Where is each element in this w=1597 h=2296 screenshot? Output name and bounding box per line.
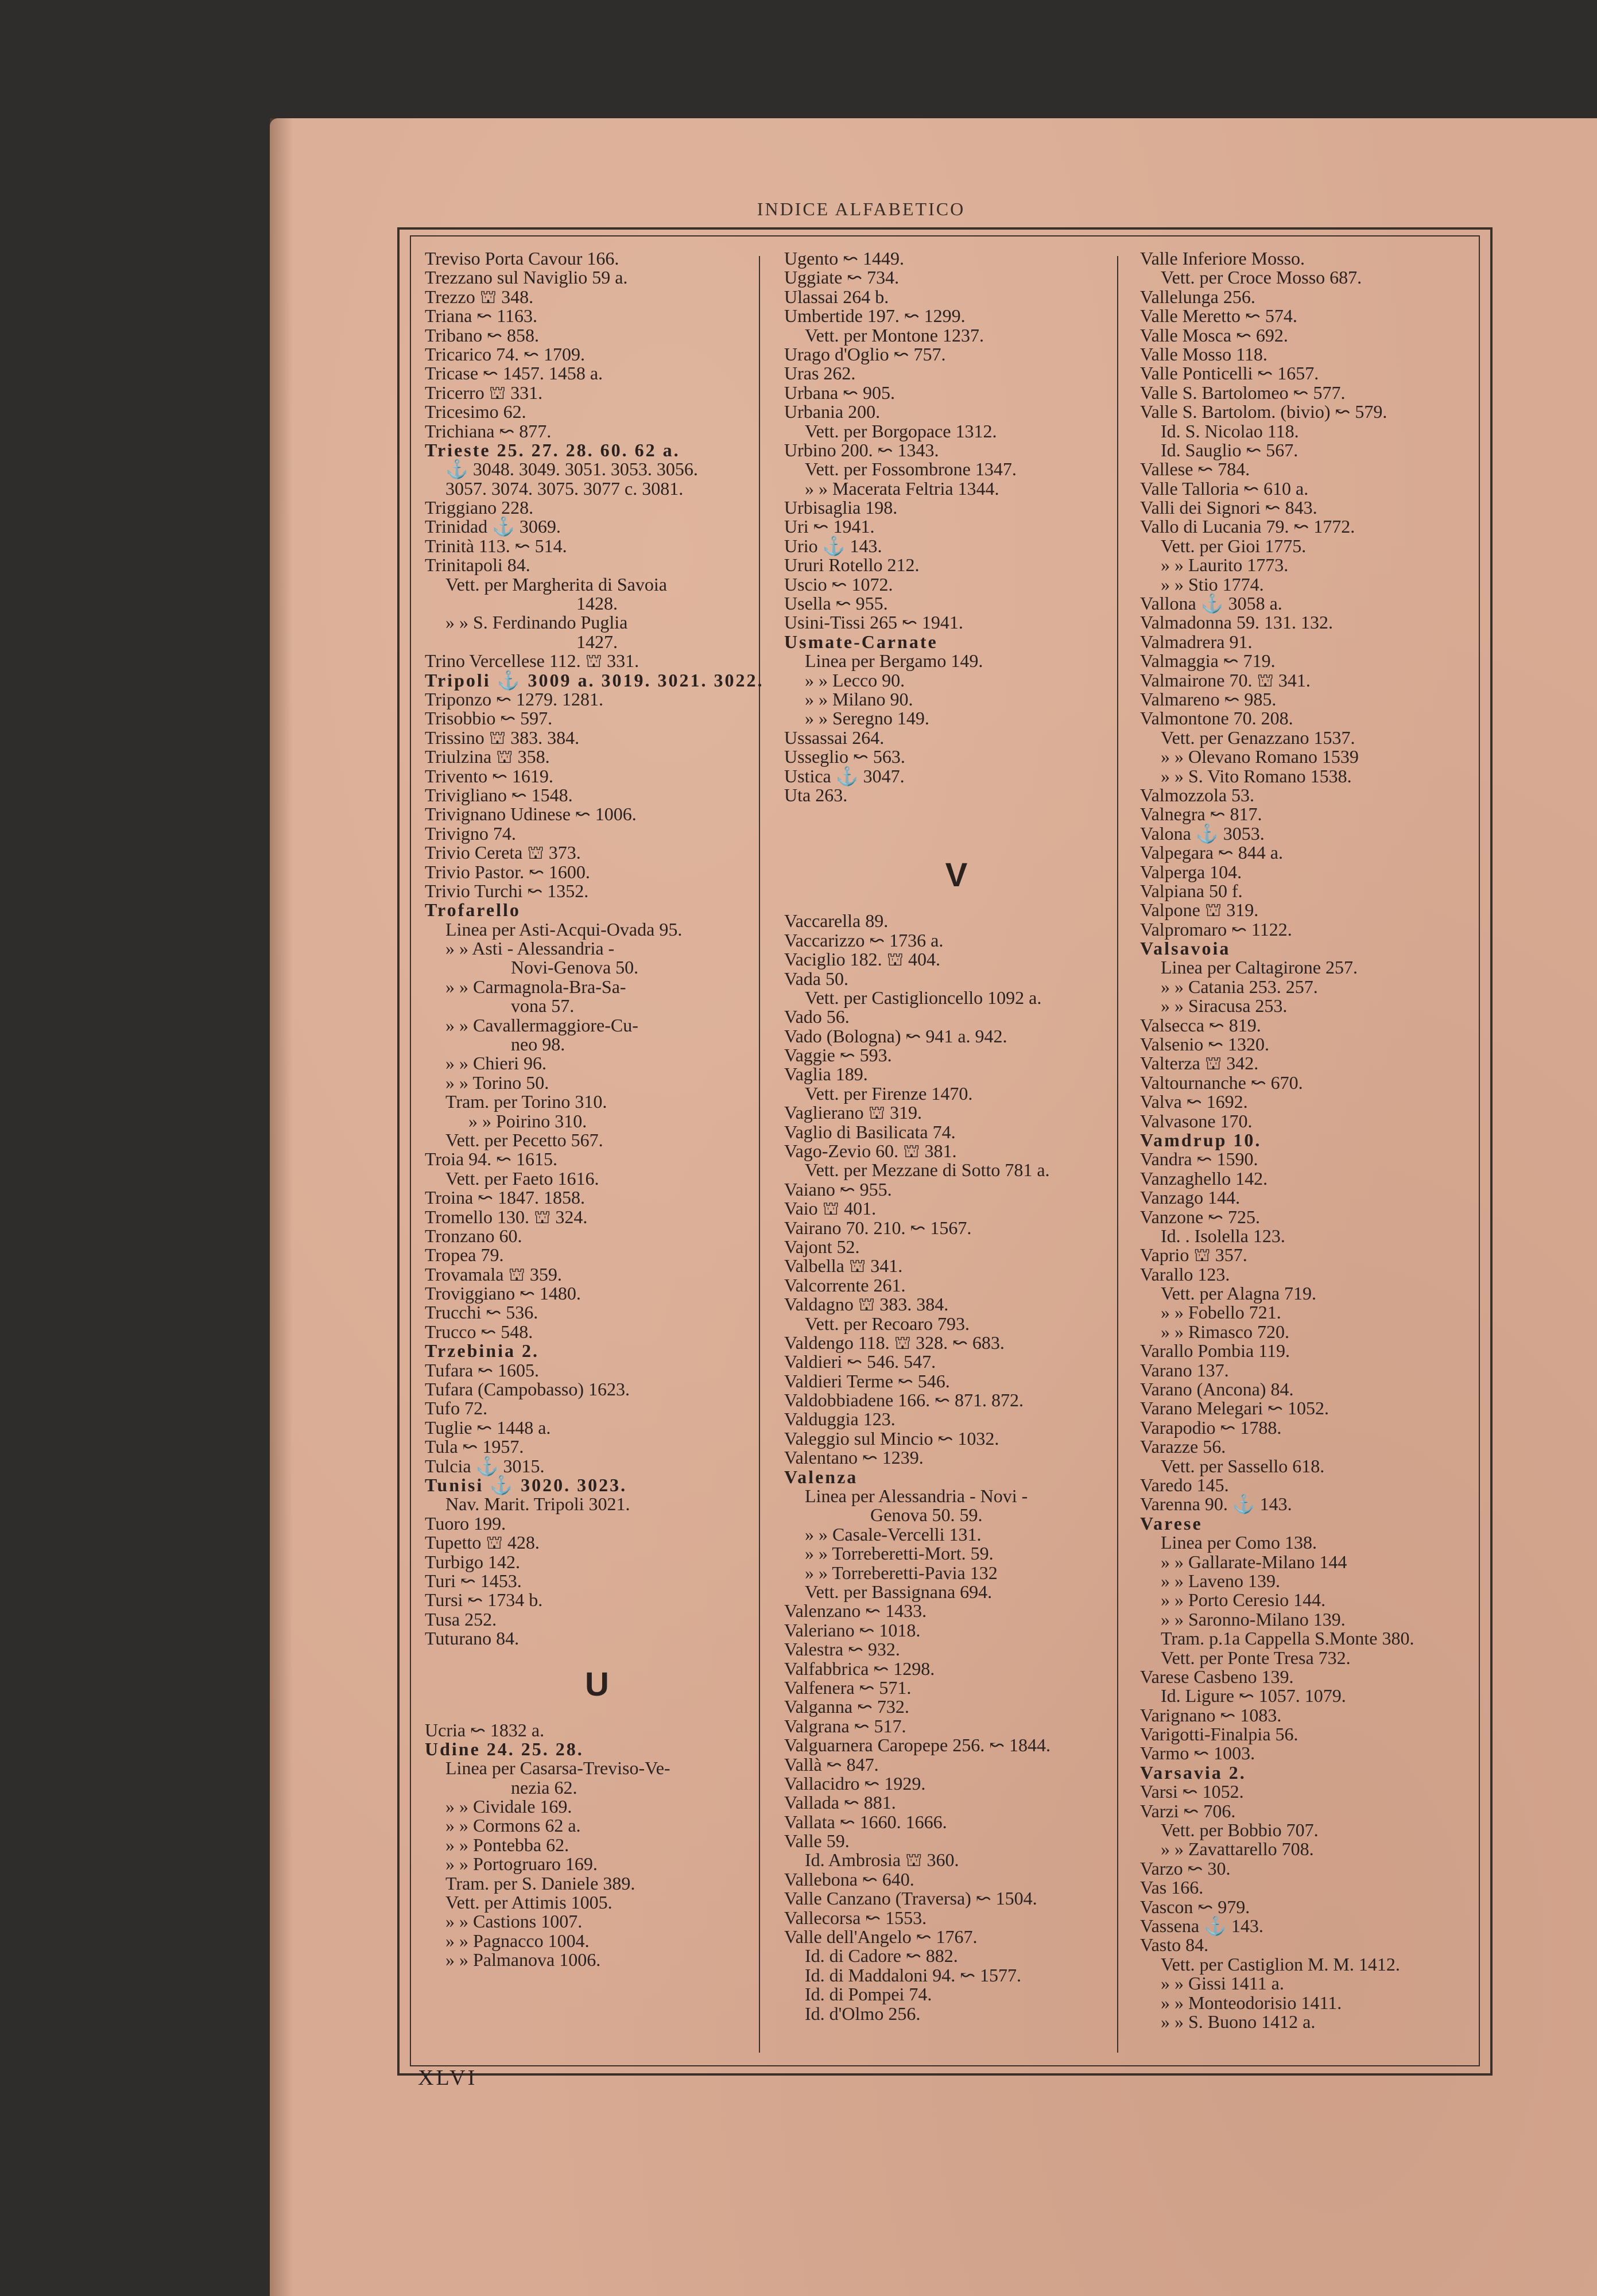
index-entry: Uras 262. xyxy=(784,363,856,384)
index-entry: Vett. per Recoaro 793. xyxy=(805,1313,970,1334)
page-header: INDICE ALFABETICO xyxy=(757,199,966,219)
index-entry: Vaccarizzo ↜ 1736 a. xyxy=(784,929,944,951)
index-entry: Vallà ↜ 847. xyxy=(784,1754,879,1775)
index-entry: 1427. xyxy=(576,631,618,652)
index-entry: » » Torreberetti-Pavia 132 xyxy=(805,1562,998,1583)
index-entry: Valpromaro ↜ 1122. xyxy=(1140,918,1292,940)
index-entry: Vett. per Montone 1237. xyxy=(805,324,984,346)
index-entry: Valnegra ↜ 817. xyxy=(1140,804,1262,825)
index-entry: Vas 166. xyxy=(1140,1877,1204,1898)
index-entry: Valperga 104. xyxy=(1140,861,1242,882)
index-entry: Varzi ↜ 706. xyxy=(1140,1800,1236,1821)
index-entry: » » Milano 90. xyxy=(805,688,913,709)
index-entry: Trivio Cereta ⛫ 373. xyxy=(425,842,581,863)
index-entry: Valguarnera Caropepe 256. ↜ 1844. xyxy=(784,1735,1051,1756)
index-entry xyxy=(784,805,1129,839)
index-entry: Vado 56. xyxy=(784,1006,850,1027)
index-entry: Valgrana ↜ 517. xyxy=(784,1715,906,1736)
index-entry: Valona ⚓ 3053. xyxy=(1140,823,1265,844)
index-entry: Valmadrera 91. xyxy=(1140,631,1253,652)
index-entry: Trivio Pastor. ↜ 1600. xyxy=(425,861,590,882)
index-entry: Vallese ↜ 784. xyxy=(1140,459,1250,480)
index-entry: Trisobbio ↜ 597. xyxy=(425,708,553,729)
index-entry: Varigotti-Finalpia 56. xyxy=(1140,1724,1298,1745)
index-entry: » » Porto Ceresio 144. xyxy=(1161,1589,1326,1611)
index-entry: » » Pagnacco 1004. xyxy=(445,1930,590,1951)
index-entry: Ustica ⚓ 3047. xyxy=(784,765,905,786)
index-entry: Vallelunga 256. xyxy=(1140,286,1255,307)
index-entry: Tricerro ⛫ 331. xyxy=(425,382,543,403)
index-entry: Urbino 200. ↜ 1343. xyxy=(784,439,939,460)
index-entry: Varzo ↜ 30. xyxy=(1140,1857,1231,1879)
index-entry: Trivio Turchi ↜ 1352. xyxy=(425,880,589,901)
index-entry: Varallo 123. xyxy=(1140,1263,1230,1285)
index-entry: Tusa 252. xyxy=(425,1608,497,1630)
index-entry: Valdobbiadene 166. ↜ 871. 872. xyxy=(784,1390,1024,1411)
index-entry: » » Castions 1007. xyxy=(445,1911,583,1932)
index-entry: » » Lecco 90. xyxy=(805,669,905,691)
index-entry: Linea per Alessandria - Novi - xyxy=(805,1486,1028,1507)
index-entry: Uri ↜ 1941. xyxy=(784,516,875,537)
index-entry: Uscio ↜ 1072. xyxy=(784,573,893,595)
index-entry: » » S. Buono 1412 a. xyxy=(1161,2011,1316,2032)
index-heading: Valsavoia xyxy=(1140,938,1231,959)
index-entry: Troviggiano ↜ 1480. xyxy=(425,1283,581,1304)
index-entry: Valle Canzano (Traversa) ↜ 1504. xyxy=(784,1888,1037,1909)
index-entry: Vago-Zevio 60. ⛫ 381. xyxy=(784,1141,957,1162)
index-entry: » » Rimasco 720. xyxy=(1161,1321,1289,1342)
index-entry: Trino Vercellese 112. ⛫ 331. xyxy=(425,650,639,672)
index-entry: Id. Sauglio ↜ 567. xyxy=(1161,439,1298,460)
index-entry: Uta 263. xyxy=(784,784,848,805)
index-entry: Valentano ↜ 1239. xyxy=(784,1447,924,1468)
index-entry: Ussassai 264. xyxy=(784,727,885,748)
index-entry: Novi-Genova 50. xyxy=(511,957,639,978)
index-entry: Triana ↜ 1163. xyxy=(425,305,537,327)
index-entry: » » Seregno 149. xyxy=(805,708,929,729)
index-entry: Valli dei Signori ↜ 843. xyxy=(1140,497,1317,518)
index-entry: » » Carmagnola-Bra-Sa- xyxy=(445,976,626,997)
index-entry: 1428. xyxy=(576,593,618,614)
index-entry: Trivignano Udinese ↜ 1006. xyxy=(425,804,637,825)
index-entry: Trezzano sul Naviglio 59 a. xyxy=(425,267,628,288)
index-entry: Varmo ↜ 1003. xyxy=(1140,1743,1255,1764)
index-entry: Valmontone 70. 208. xyxy=(1140,708,1293,729)
index-entry: Vett. per Fossombrone 1347. xyxy=(805,459,1017,480)
index-entry: » » Poirino 310. xyxy=(468,1110,587,1131)
index-entry: Tursi ↜ 1734 b. xyxy=(425,1589,543,1611)
index-entry: Usella ↜ 955. xyxy=(784,593,888,614)
index-entry: Linea per Caltagirone 257. xyxy=(1161,957,1358,978)
index-heading: Valenza xyxy=(784,1466,858,1487)
index-entry: Vanzago 144. xyxy=(1140,1187,1241,1208)
index-entry: Valdieri ↜ 546. 547. xyxy=(784,1351,936,1372)
index-heading: Trofarello xyxy=(425,899,521,921)
index-entry: » » Cormons 62 a. xyxy=(445,1815,581,1836)
page-number: XLVI xyxy=(418,2066,478,2090)
index-entry: Tuoro 199. xyxy=(425,1512,506,1534)
index-entry: Valfabbrica ↜ 1298. xyxy=(784,1658,935,1679)
index-heading: Tripoli ⚓ 3009 a. 3019. 3021. 3022. xyxy=(425,669,764,691)
index-entry: Vado (Bologna) ↜ 941 a. 942. xyxy=(784,1025,1007,1046)
index-entry: Vallada ↜ 881. xyxy=(784,1792,896,1813)
index-entry: Vett. per Pecetto 567. xyxy=(445,1129,603,1150)
index-heading: Trieste 25. 27. 28. 60. 62 a. xyxy=(425,439,680,460)
index-entry: Valmaggia ↜ 719. xyxy=(1140,650,1276,672)
index-entry: Trinità 113. ↜ 514. xyxy=(425,535,567,556)
index-entry: Varignano ↜ 1083. xyxy=(1140,1704,1282,1725)
index-entry: nezia 62. xyxy=(511,1777,577,1798)
paper-spine-shadow xyxy=(270,118,293,2296)
index-entry: Valestra ↜ 932. xyxy=(784,1639,900,1660)
index-entry: Tromello 130. ⛫ 324. xyxy=(425,1206,588,1227)
index-entry: Tulcia ⚓ 3015. xyxy=(425,1455,545,1476)
index-entry: Treviso Porta Cavour 166. xyxy=(425,248,619,269)
index-entry: Valduggia 123. xyxy=(784,1409,896,1430)
index-entry: » » Siracusa 253. xyxy=(1161,995,1288,1017)
index-entry: Usini-Tissi 265 ↜ 1941. xyxy=(784,612,963,633)
index-entry: Valle 59. xyxy=(784,1830,850,1852)
index-entry: Valpone ⛫ 319. xyxy=(1140,899,1259,921)
index-entry: Varazze 56. xyxy=(1140,1436,1226,1457)
index-entry: Ucria ↜ 1832 a. xyxy=(425,1719,545,1740)
index-entry: Vasto 84. xyxy=(1140,1934,1209,1956)
index-entry: Genova 50. 59. xyxy=(870,1504,983,1526)
index-entry: Vanzone ↜ 725. xyxy=(1140,1206,1260,1227)
index-entry: Ulassai 264 b. xyxy=(784,286,889,307)
index-entry: Tricesimo 62. xyxy=(425,401,526,422)
index-entry: Varedo 145. xyxy=(1140,1475,1229,1495)
index-entry: Vada 50. xyxy=(784,968,848,989)
index-entry: Id. Ambrosia ⛫ 360. xyxy=(805,1849,959,1871)
section-letter: V xyxy=(945,856,968,894)
index-entry: Tula ↜ 1957. xyxy=(425,1436,524,1457)
index-entry: Nav. Marit. Tripoli 3021. xyxy=(445,1494,630,1515)
index-entry: Id. S. Nicolao 118. xyxy=(1161,420,1299,441)
index-entry: Trovamala ⛫ 359. xyxy=(425,1263,562,1285)
index-heading: Udine 24. 25. 28. xyxy=(425,1738,584,1759)
index-entry: Id. di Pompei 74. xyxy=(805,1984,932,2005)
index-entry: Linea per Casarsa-Treviso-Ve- xyxy=(445,1758,670,1779)
index-entry: » » Gallarate-Milano 144 xyxy=(1161,1551,1347,1572)
index-entry: ⚓ 3048. 3049. 3051. 3053. 3056. xyxy=(445,459,698,480)
index-entry: Vett. per Castiglioncello 1092 a. xyxy=(805,987,1042,1008)
index-heading: Varsavia 2. xyxy=(1140,1762,1246,1783)
index-entry: Urbisaglia 198. xyxy=(784,497,898,518)
index-entry: Ururi Rotello 212. xyxy=(784,554,920,576)
index-entry: Varapodio ↜ 1788. xyxy=(1140,1417,1282,1438)
index-entry: Ugento ↜ 1449. xyxy=(784,248,905,269)
index-heading: Varese xyxy=(1140,1512,1203,1534)
index-entry: Valle Inferiore Mosso. xyxy=(1140,248,1305,269)
index-entry: Trinidad ⚓ 3069. xyxy=(425,516,561,537)
index-entry: Vett. per Faeto 1616. xyxy=(445,1168,599,1189)
index-entry: Tricase ↜ 1457. 1458 a. xyxy=(425,363,603,384)
index-entry: Vett. per Mezzane di Sotto 781 a. xyxy=(805,1159,1050,1181)
index-entry: Tuturano 84. xyxy=(425,1628,520,1649)
index-entry: Trucco ↜ 548. xyxy=(425,1321,533,1342)
index-entry: Valterza ⛫ 342. xyxy=(1140,1053,1259,1074)
index-column-1 xyxy=(425,249,769,2069)
index-entry: Usseglio ↜ 563. xyxy=(784,746,905,767)
index-entry: Troina ↜ 1847. 1858. xyxy=(425,1187,585,1208)
index-entry: Valle Mosso 118. xyxy=(1140,343,1267,364)
index-entry: » » Laveno 139. xyxy=(1161,1570,1280,1591)
index-entry: Vanzaghello 142. xyxy=(1140,1168,1268,1189)
index-entry: Vett. per Attimis 1005. xyxy=(445,1892,613,1913)
index-entry: Tronzano 60. xyxy=(425,1225,522,1246)
index-entry: Valeriano ↜ 1018. xyxy=(784,1619,921,1640)
index-column-3 xyxy=(1140,249,1484,2069)
index-entry: Vallata ↜ 1660. 1666. xyxy=(784,1811,947,1832)
index-entry: Vett. per Margherita di Savoia xyxy=(445,573,667,595)
index-entry: Linea per Asti-Acqui-Ovada 95. xyxy=(445,918,683,940)
index-entry: » » Cividale 169. xyxy=(445,1796,572,1817)
index-entry: Varallo Pombia 119. xyxy=(1140,1340,1290,1362)
index-entry: Valdengo 118. ⛫ 328. ↜ 683. xyxy=(784,1332,1005,1353)
index-entry: Vett. per Bobbio 707. xyxy=(1161,1820,1319,1841)
index-entry: Tufara ↜ 1605. xyxy=(425,1359,539,1380)
index-entry: Valle Mosca ↜ 692. xyxy=(1140,324,1288,346)
index-entry: Vallo di Lucania 79. ↜ 1772. xyxy=(1140,516,1355,537)
index-entry: Triulzina ⛫ 358. xyxy=(425,746,550,767)
index-entry: Tram. p.1a Cappella S.Monte 380. xyxy=(1161,1628,1414,1649)
index-entry: Uggiate ↜ 734. xyxy=(784,267,900,288)
index-entry: Linea per Como 138. xyxy=(1161,1532,1317,1553)
index-entry: Vaccarella 89. xyxy=(784,910,889,932)
index-entry: Vaglio di Basilicata 74. xyxy=(784,1121,956,1142)
index-entry: » » Laurito 1773. xyxy=(1161,554,1289,576)
index-heading: Tunisi ⚓ 3020. 3023. xyxy=(425,1475,627,1495)
index-entry: Trichiana ↜ 877. xyxy=(425,420,552,441)
index-entry: Vallecorsa ↜ 1553. xyxy=(784,1907,927,1928)
index-entry: Valle Talloria ↜ 610 a. xyxy=(1140,478,1309,499)
index-entry: Varano 137. xyxy=(1140,1359,1229,1380)
index-entry: Valva ↜ 1692. xyxy=(1140,1091,1248,1112)
index-entry: Urbania 200. xyxy=(784,401,881,422)
index-entry: Vett. per Sassello 618. xyxy=(1161,1455,1325,1476)
index-entry: » » Casale-Vercelli 131. xyxy=(805,1523,982,1545)
index-entry: Tupetto ⛫ 428. xyxy=(425,1532,540,1553)
index-entry: Id. di Cadore ↜ 882. xyxy=(805,1945,958,1967)
index-entry: Trissino ⛫ 383. 384. xyxy=(425,727,580,748)
index-entry: » » Chieri 96. xyxy=(445,1053,546,1074)
index-entry: Vandra ↜ 1590. xyxy=(1140,1149,1258,1170)
index-entry: Tufo 72. xyxy=(425,1398,488,1419)
index-entry: » » Catania 253. 257. xyxy=(1161,976,1318,997)
index-entry: Valle dell'Angelo ↜ 1767. xyxy=(784,1926,978,1948)
index-entry: » » Macerata Feltria 1344. xyxy=(805,478,999,499)
index-entry: Tufara (Campobasso) 1623. xyxy=(425,1379,630,1400)
index-entry: Trivigliano ↜ 1548. xyxy=(425,784,573,805)
index-entry: Valmairone 70. ⛫ 341. xyxy=(1140,669,1311,691)
index-entry: Vaggie ↜ 593. xyxy=(784,1045,892,1066)
index-entry: Valtournanche ↜ 670. xyxy=(1140,1072,1303,1093)
index-entry: » » Torreberetti-Mort. 59. xyxy=(805,1543,994,1564)
index-entry: » » Asti - Alessandria - xyxy=(445,938,615,959)
index-entry: Tribano ↜ 858. xyxy=(425,324,539,346)
index-entry: Valeggio sul Mincio ↜ 1032. xyxy=(784,1428,999,1449)
index-entry: Valpiana 50 f. xyxy=(1140,880,1243,901)
index-entry: Valle Meretto ↜ 574. xyxy=(1140,305,1297,327)
index-entry: Valsecca ↜ 819. xyxy=(1140,1014,1261,1035)
index-column-2 xyxy=(784,249,1129,2069)
index-entry: vona 57. xyxy=(511,995,575,1017)
index-entry: Triggiano 228. xyxy=(425,497,534,518)
index-entry: » » Zavattarello 708. xyxy=(1161,1839,1314,1860)
index-entry: » » Stio 1774. xyxy=(1161,573,1264,595)
index-entry: Id. di Maddaloni 94. ↜ 1577. xyxy=(805,1964,1021,1985)
index-entry: Vett. per Ponte Tresa 732. xyxy=(1161,1647,1351,1668)
index-entry: » » Torino 50. xyxy=(445,1072,549,1093)
index-entry: Valenzano ↜ 1433. xyxy=(784,1600,927,1622)
index-entry: Varano Melegari ↜ 1052. xyxy=(1140,1398,1329,1419)
index-entry: Vett. per Castiglion M. M. 1412. xyxy=(1161,1953,1400,1975)
index-entry: Urbana ↜ 905. xyxy=(784,382,895,403)
index-entry: Tropea 79. xyxy=(425,1244,504,1266)
section-letter: U xyxy=(585,1665,609,1703)
index-heading: Trzebinia 2. xyxy=(425,1340,539,1362)
index-entry: Trucchi ↜ 536. xyxy=(425,1302,538,1323)
index-entry: Valdagno ⛫ 383. 384. xyxy=(784,1294,949,1315)
index-entry: Valmadonna 59. 131. 132. xyxy=(1140,612,1333,633)
index-entry: Trinitapoli 84. xyxy=(425,554,530,576)
index-entry: Valmareno ↜ 985. xyxy=(1140,688,1277,709)
index-entry: Trezzo ⛫ 348. xyxy=(425,286,534,307)
index-entry: Vaciglio 182. ⛫ 404. xyxy=(784,949,941,970)
index-entry: Vaio ⛫ 401. xyxy=(784,1198,877,1219)
index-entry: Vett. per Borgopace 1312. xyxy=(805,420,997,441)
index-entry: Varese Casbeno 139. xyxy=(1140,1666,1294,1687)
index-entry: Valganna ↜ 732. xyxy=(784,1696,909,1717)
index-heading: Vamdrup 10. xyxy=(1140,1129,1262,1150)
index-entry: Vett. per Croce Mosso 687. xyxy=(1161,267,1362,288)
index-entry: Trivigno 74. xyxy=(425,823,516,844)
index-entry: Tuglie ↜ 1448 a. xyxy=(425,1417,551,1438)
index-entry: Valbella ⛫ 341. xyxy=(784,1255,903,1277)
index-entry: » » Fobello 721. xyxy=(1161,1302,1281,1323)
index-entry: Vett. per Bassignana 694. xyxy=(805,1581,993,1602)
index-entry: Tram. per Torino 310. xyxy=(445,1091,607,1112)
index-entry: Vaprio ⛫ 357. xyxy=(1140,1244,1247,1266)
index-entry: Turi ↜ 1453. xyxy=(425,1570,522,1591)
index-entry: » » S. Vito Romano 1538. xyxy=(1161,765,1352,786)
index-entry: Varsi ↜ 1052. xyxy=(1140,1781,1244,1802)
index-entry: Varenna 90. ⚓ 143. xyxy=(1140,1494,1292,1515)
index-entry: Vaglierano ⛫ 319. xyxy=(784,1102,922,1123)
index-entry: Vett. per Gioi 1775. xyxy=(1161,535,1307,556)
index-entry: Id. . Isolella 123. xyxy=(1161,1225,1285,1246)
index-entry: Vassena ⚓ 143. xyxy=(1140,1915,1263,1936)
index-entry: Vett. per Alagna 719. xyxy=(1161,1283,1317,1304)
index-entry: Troia 94. ↜ 1615. xyxy=(425,1149,557,1170)
index-entry: 3057. 3074. 3075. 3077 c. 3081. xyxy=(445,478,684,499)
index-entry: » » Portogruaro 169. xyxy=(445,1853,598,1875)
index-entry: Varano (Ancona) 84. xyxy=(1140,1379,1294,1400)
index-entry: Vett. per Firenze 1470. xyxy=(805,1083,973,1104)
index-entry: Vaglia 189. xyxy=(784,1064,868,1085)
index-entry: Id. d'Olmo 256. xyxy=(805,2003,921,2024)
index-entry: Valsenio ↜ 1320. xyxy=(1140,1034,1270,1055)
index-entry: Vascon ↜ 979. xyxy=(1140,1896,1250,1917)
index-entry: Triponzo ↜ 1279. 1281. xyxy=(425,688,603,709)
index-entry: Valfenera ↜ 571. xyxy=(784,1677,912,1698)
index-entry: Id. Ligure ↜ 1057. 1079. xyxy=(1161,1685,1346,1707)
index-entry: Trivento ↜ 1619. xyxy=(425,765,553,786)
index-heading: Usmate-Carnate xyxy=(784,631,938,652)
index-entry: neo 98. xyxy=(511,1034,565,1055)
index-entry: Valle Ponticelli ↜ 1657. xyxy=(1140,363,1319,384)
index-entry: Turbigo 142. xyxy=(425,1551,520,1572)
index-entry: Vallebona ↜ 640. xyxy=(784,1868,914,1890)
index-entry: Valdieri Terme ↜ 546. xyxy=(784,1370,950,1391)
index-entry: Valle S. Bartolomeo ↜ 577. xyxy=(1140,382,1346,403)
index-entry: Vallacidro ↜ 1929. xyxy=(784,1773,926,1794)
index-entry: » » Palmanova 1006. xyxy=(445,1949,601,1971)
index-entry: Vett. per Genazzano 1537. xyxy=(1161,727,1355,748)
index-entry: » » Olevano Romano 1539 xyxy=(1161,746,1359,767)
index-entry: » » Gissi 1411 a. xyxy=(1161,1973,1284,1994)
index-entry: Umbertide 197. ↜ 1299. xyxy=(784,305,966,327)
index-entry: Vajont 52. xyxy=(784,1236,860,1257)
index-entry: Valcorrente 261. xyxy=(784,1274,906,1296)
index-entry: Valvasone 170. xyxy=(1140,1110,1253,1131)
index-entry: » » Monteodorisio 1411. xyxy=(1161,1992,1342,2013)
index-entry: Urio ⚓ 143. xyxy=(784,535,882,556)
index-entry: Linea per Bergamo 149. xyxy=(805,650,983,672)
index-entry: Valmozzola 53. xyxy=(1140,784,1255,805)
index-entry: Valpegara ↜ 844 a. xyxy=(1140,842,1283,863)
index-entry: Vallona ⚓ 3058 a. xyxy=(1140,593,1282,614)
index-entry: Tram. per S. Daniele 389. xyxy=(445,1872,635,1894)
index-entry: Valle S. Bartolom. (bivio) ↜ 579. xyxy=(1140,401,1387,422)
index-entry: » » Saronno-Milano 139. xyxy=(1161,1608,1346,1630)
index-entry: » » Cavallermaggiore-Cu- xyxy=(445,1014,638,1035)
index-entry: » » S. Ferdinando Puglia xyxy=(445,612,628,633)
index-entry: » » Pontebba 62. xyxy=(445,1834,569,1855)
index-entry: Urago d'Oglio ↜ 757. xyxy=(784,343,946,364)
index-entry: Vaiano ↜ 955. xyxy=(784,1178,892,1200)
index-entry: Tricarico 74. ↜ 1709. xyxy=(425,343,585,364)
index-entry: Vairano 70. 210. ↜ 1567. xyxy=(784,1217,972,1238)
